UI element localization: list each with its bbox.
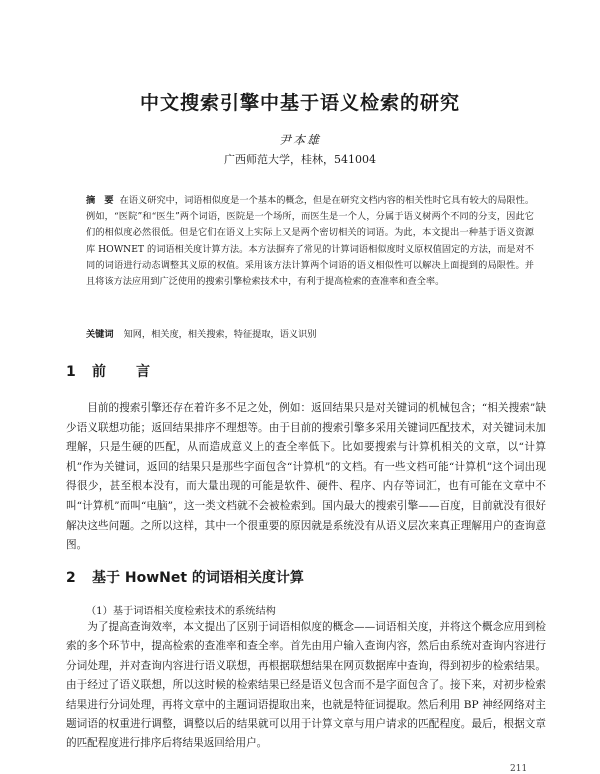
keywords-text: 知网，相关度，相关搜索，特征提取，语义识别: [123, 329, 317, 340]
subsection-heading: （1）基于词语相关度检索技术的系统结构: [86, 606, 276, 617]
author-affiliation: 广西师范大学，桂林，541004: [224, 153, 376, 166]
section-title: 基于 HowNet 的词语相关度计算: [92, 570, 304, 586]
section-number: 1: [66, 364, 84, 380]
page-number: 211: [510, 764, 528, 774]
section-title: 前 言: [92, 364, 158, 380]
section-heading-hownet: [66, 567, 304, 587]
hownet-paragraph: 为了提高查询效率，本文提出了区别于词语相似度的概念——词语相关度，并将这个概念应用到检索的多个环节中，提高检索的查准率和查全率。首先由用户输入查询内容，然后由系统对查询内容进行分词处理，并对查询内容进行语义联想，再根据联想结果在网页数据库中查询，得到初步的检索结果。由于经过了语义联想，所以这时候的检索结果已经是语义包含而不是字面包含了。接下来，对初步检索结果进行分词处理，再将文章中的主题词语提取出来，也就是特征词提取。然后利用 BP 神经网络对主题词语的权重进行调整，调整以后的结果就可以用于计算文章与用户请求的匹配程度。最后，根据文章的匹配程度进行排序后将结果返回给用户。: [66, 621, 546, 750]
paper-title: 中文搜索引擎中基于语义检索的研究: [139, 92, 460, 114]
abstract-label: 摘 要: [86, 195, 114, 206]
section-heading-intro: [66, 361, 158, 381]
author-name: 尹本雄: [278, 133, 321, 147]
keywords-label: 关键词: [86, 329, 114, 340]
abstract: [86, 193, 534, 290]
keywords: [86, 327, 534, 343]
intro-paragraph: 目前的搜索引擎还存在着许多不足之处，例如：返回结果只是对关键词的机械包含；“相关搜索”缺少语义联想功能；返回结果排序不理想等。由于目前的搜索引擎多采用关键词匹配技术，对关键词未加理解，只是生硬的匹配，从而造成意义上的查全率低下。比如要搜索与计算机相关的文章，以“计算机”作为关键词，返回的结果只是那些字面包含“计算机”的文档。有一些文档可能“计算机”这个词出现得很少，甚至根本没有，而大量出现的可能是软件、硬件、程序、内存等词汇，也有可能在文章中不叫“计算机”而叫“电脑”，这一类文档就不会被检索到。国内最大的搜索引擎——百度，目前就没有很好解决这些问题。之所以这样，其中一个很重要的原因就是系统没有从语义层次来真正理解用户的查询意图。: [66, 402, 546, 552]
section-number: 2: [66, 570, 76, 586]
abstract-text: 在语义研究中，词语相似度是一个基本的概念，但是在研究文档内容的相关性时它具有较大的局限性。例如，“医院”和“医生”两个词语，医院是一个场所，而医生是一个人，分属于语义树两个不同的分支，因此它们的相似度必然很低。但是它们在语义上实际上又是两个密切相关的词语。为此，本文提出一种基于语义资源库 HOWNET 的词语相关度计算方法。本方法摒弃了常见的计算词语相似度时义原权值固定的方法，而是对不同的词语进行动态调整其义原的权值。采用该方法计算两个词语的语义相似性可以解决上面提到的局限性。并且将该方法应用到广泛使用的搜索引擎检索技术中，有利于提高检索的查准率和查全率。: [86, 195, 535, 288]
